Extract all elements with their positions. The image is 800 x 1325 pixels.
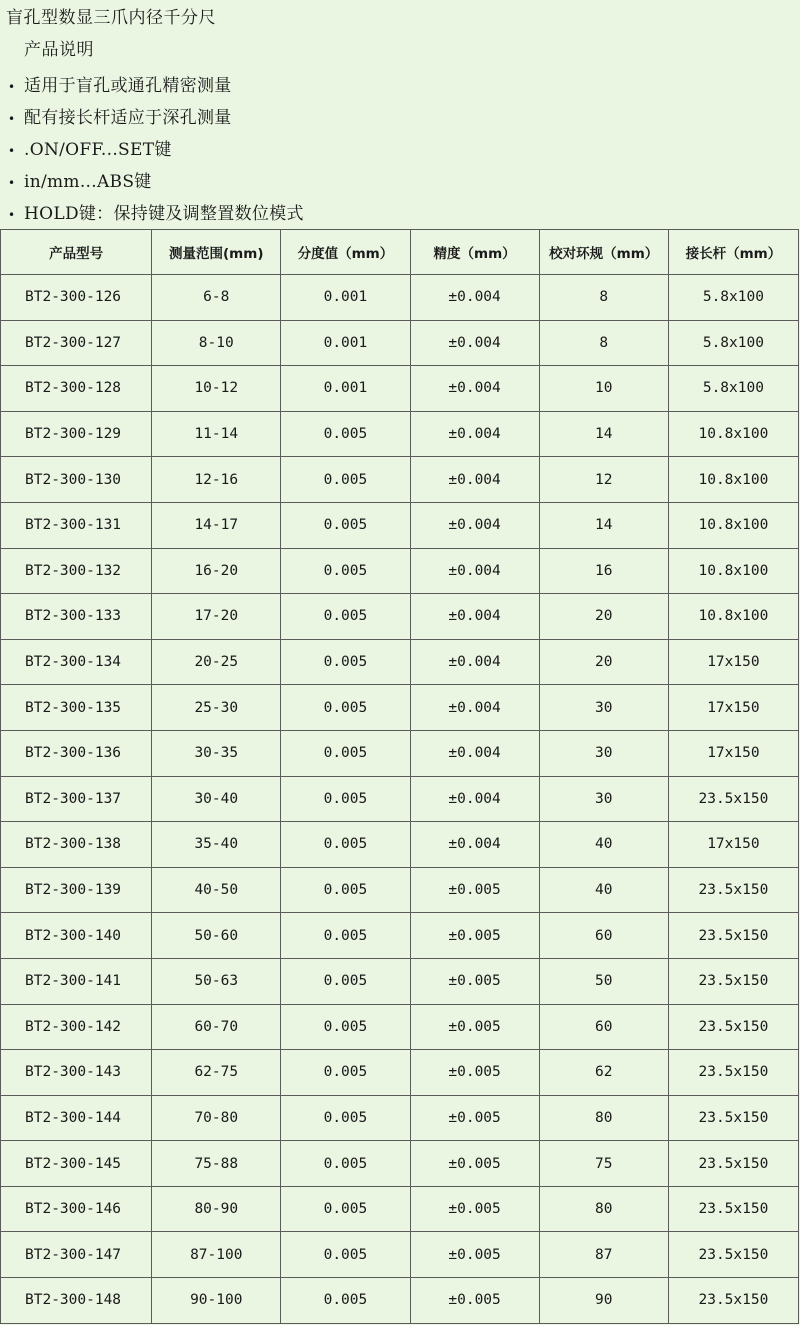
cell-accuracy: ±0.004 xyxy=(410,275,539,321)
header-range: 测量范围(mm) xyxy=(152,230,281,275)
cell-range: 12-16 xyxy=(152,457,281,503)
cell-extension-rod: 10.8x100 xyxy=(668,594,798,640)
cell-range: 6-8 xyxy=(152,275,281,321)
table-row xyxy=(1,275,799,321)
cell-extension-rod: 5.8x100 xyxy=(668,275,798,321)
table-row xyxy=(1,913,799,959)
cell-range: 30-35 xyxy=(152,730,281,776)
cell-resolution: 0.001 xyxy=(281,275,410,321)
cell-resolution: 0.005 xyxy=(281,457,410,503)
cell-extension-rod: 17x150 xyxy=(668,639,798,685)
cell-extension-rod: 17x150 xyxy=(668,822,798,868)
feature-item xyxy=(8,102,304,134)
cell-resolution: 0.005 xyxy=(281,1095,410,1141)
cell-resolution: 0.005 xyxy=(281,639,410,685)
cell-model: BT2-300-140 xyxy=(1,913,152,959)
cell-extension-rod: 10.8x100 xyxy=(668,411,798,457)
cell-range: 10-12 xyxy=(152,366,281,412)
cell-model: BT2-300-147 xyxy=(1,1232,152,1278)
cell-extension-rod: 23.5x150 xyxy=(668,867,798,913)
cell-resolution: 0.005 xyxy=(281,548,410,594)
table-row xyxy=(1,594,799,640)
cell-model: BT2-300-134 xyxy=(1,639,152,685)
header-resolution: 分度值（mm） xyxy=(281,230,410,275)
cell-extension-rod: 5.8x100 xyxy=(668,320,798,366)
table-row xyxy=(1,776,799,822)
cell-setting-ring: 8 xyxy=(539,275,668,321)
cell-range: 50-63 xyxy=(152,958,281,1004)
cell-model: BT2-300-138 xyxy=(1,822,152,868)
cell-setting-ring: 87 xyxy=(539,1232,668,1278)
table-row xyxy=(1,1095,799,1141)
cell-accuracy: ±0.004 xyxy=(410,776,539,822)
table-row xyxy=(1,685,799,731)
cell-model: BT2-300-128 xyxy=(1,366,152,412)
cell-model: BT2-300-145 xyxy=(1,1141,152,1187)
cell-resolution: 0.005 xyxy=(281,1232,410,1278)
cell-model: BT2-300-126 xyxy=(1,275,152,321)
cell-setting-ring: 40 xyxy=(539,822,668,868)
bullet-icon: • xyxy=(8,175,16,190)
table-row xyxy=(1,958,799,1004)
cell-model: BT2-300-135 xyxy=(1,685,152,731)
cell-setting-ring: 14 xyxy=(539,502,668,548)
cell-model: BT2-300-133 xyxy=(1,594,152,640)
cell-resolution: 0.005 xyxy=(281,1050,410,1096)
cell-accuracy: ±0.005 xyxy=(410,1095,539,1141)
cell-accuracy: ±0.005 xyxy=(410,958,539,1004)
cell-setting-ring: 60 xyxy=(539,1004,668,1050)
feature-item xyxy=(8,198,304,230)
cell-accuracy: ±0.004 xyxy=(410,822,539,868)
cell-range: 17-20 xyxy=(152,594,281,640)
header-setting-ring: 校对环规（mm） xyxy=(539,230,668,275)
cell-accuracy: ±0.004 xyxy=(410,366,539,412)
cell-setting-ring: 30 xyxy=(539,685,668,731)
cell-setting-ring: 80 xyxy=(539,1186,668,1232)
cell-extension-rod: 10.8x100 xyxy=(668,548,798,594)
cell-model: BT2-300-131 xyxy=(1,502,152,548)
cell-extension-rod: 23.5x150 xyxy=(668,958,798,1004)
cell-setting-ring: 8 xyxy=(539,320,668,366)
cell-resolution: 0.005 xyxy=(281,958,410,1004)
cell-resolution: 0.005 xyxy=(281,776,410,822)
cell-extension-rod: 23.5x150 xyxy=(668,1141,798,1187)
cell-range: 80-90 xyxy=(152,1186,281,1232)
cell-range: 11-14 xyxy=(152,411,281,457)
product-title: 盲孔型数显三爪内径千分尺 xyxy=(6,8,216,28)
header-accuracy: 精度（mm） xyxy=(410,230,539,275)
cell-range: 50-60 xyxy=(152,913,281,959)
cell-extension-rod: 17x150 xyxy=(668,730,798,776)
feature-text: HOLD键：保持键及调整置数位模式 xyxy=(24,204,304,224)
cell-accuracy: ±0.004 xyxy=(410,502,539,548)
feature-text: in/mm...ABS键 xyxy=(24,172,152,192)
cell-extension-rod: 23.5x150 xyxy=(668,1050,798,1096)
cell-model: BT2-300-141 xyxy=(1,958,152,1004)
cell-resolution: 0.001 xyxy=(281,320,410,366)
bullet-icon: • xyxy=(8,143,16,158)
cell-range: 14-17 xyxy=(152,502,281,548)
cell-accuracy: ±0.004 xyxy=(410,457,539,503)
table-row xyxy=(1,457,799,503)
header-extension-rod: 接长杆（mm） xyxy=(668,230,798,275)
table-row xyxy=(1,822,799,868)
cell-extension-rod: 23.5x150 xyxy=(668,1004,798,1050)
table-header-row xyxy=(1,230,799,275)
cell-model: BT2-300-142 xyxy=(1,1004,152,1050)
table-row xyxy=(1,1186,799,1232)
table-row xyxy=(1,548,799,594)
feature-text: .ON/OFF...SET键 xyxy=(24,140,172,160)
cell-extension-rod: 23.5x150 xyxy=(668,1278,798,1324)
cell-extension-rod: 23.5x150 xyxy=(668,1186,798,1232)
cell-setting-ring: 16 xyxy=(539,548,668,594)
cell-model: BT2-300-127 xyxy=(1,320,152,366)
cell-resolution: 0.005 xyxy=(281,411,410,457)
cell-extension-rod: 10.8x100 xyxy=(668,502,798,548)
cell-resolution: 0.005 xyxy=(281,502,410,548)
table-body xyxy=(1,275,799,1324)
cell-accuracy: ±0.004 xyxy=(410,594,539,640)
cell-resolution: 0.005 xyxy=(281,913,410,959)
cell-range: 16-20 xyxy=(152,548,281,594)
spec-table xyxy=(0,229,799,1324)
cell-setting-ring: 30 xyxy=(539,730,668,776)
cell-extension-rod: 17x150 xyxy=(668,685,798,731)
table-row xyxy=(1,1050,799,1096)
cell-range: 62-75 xyxy=(152,1050,281,1096)
feature-list xyxy=(8,70,304,230)
cell-setting-ring: 14 xyxy=(539,411,668,457)
cell-resolution: 0.005 xyxy=(281,685,410,731)
table-row xyxy=(1,1004,799,1050)
table-row xyxy=(1,320,799,366)
cell-model: BT2-300-136 xyxy=(1,730,152,776)
cell-accuracy: ±0.005 xyxy=(410,867,539,913)
cell-model: BT2-300-132 xyxy=(1,548,152,594)
table-row xyxy=(1,1141,799,1187)
cell-extension-rod: 10.8x100 xyxy=(668,457,798,503)
cell-accuracy: ±0.005 xyxy=(410,1050,539,1096)
cell-extension-rod: 23.5x150 xyxy=(668,1095,798,1141)
cell-range: 20-25 xyxy=(152,639,281,685)
cell-accuracy: ±0.005 xyxy=(410,1141,539,1187)
feature-item xyxy=(8,134,304,166)
cell-setting-ring: 75 xyxy=(539,1141,668,1187)
feature-text: 适用于盲孔或通孔精密测量 xyxy=(24,76,232,96)
feature-item xyxy=(8,70,304,102)
cell-setting-ring: 50 xyxy=(539,958,668,1004)
product-description-heading: 产品说明 xyxy=(24,40,94,60)
cell-resolution: 0.001 xyxy=(281,366,410,412)
cell-accuracy: ±0.005 xyxy=(410,1186,539,1232)
cell-resolution: 0.005 xyxy=(281,1186,410,1232)
cell-range: 90-100 xyxy=(152,1278,281,1324)
cell-range: 35-40 xyxy=(152,822,281,868)
cell-setting-ring: 60 xyxy=(539,913,668,959)
cell-setting-ring: 30 xyxy=(539,776,668,822)
cell-accuracy: ±0.004 xyxy=(410,685,539,731)
table-row xyxy=(1,502,799,548)
cell-model: BT2-300-130 xyxy=(1,457,152,503)
cell-extension-rod: 5.8x100 xyxy=(668,366,798,412)
table-row xyxy=(1,730,799,776)
cell-accuracy: ±0.004 xyxy=(410,548,539,594)
cell-model: BT2-300-144 xyxy=(1,1095,152,1141)
table-row xyxy=(1,1232,799,1278)
cell-model: BT2-300-148 xyxy=(1,1278,152,1324)
cell-setting-ring: 12 xyxy=(539,457,668,503)
cell-range: 60-70 xyxy=(152,1004,281,1050)
feature-item xyxy=(8,166,304,198)
cell-extension-rod: 23.5x150 xyxy=(668,913,798,959)
cell-resolution: 0.005 xyxy=(281,1141,410,1187)
cell-range: 8-10 xyxy=(152,320,281,366)
cell-extension-rod: 23.5x150 xyxy=(668,1232,798,1278)
cell-range: 30-40 xyxy=(152,776,281,822)
table-row xyxy=(1,411,799,457)
table-row xyxy=(1,1278,799,1324)
cell-model: BT2-300-146 xyxy=(1,1186,152,1232)
cell-resolution: 0.005 xyxy=(281,867,410,913)
cell-accuracy: ±0.005 xyxy=(410,1278,539,1324)
cell-setting-ring: 20 xyxy=(539,594,668,640)
cell-setting-ring: 10 xyxy=(539,366,668,412)
cell-range: 87-100 xyxy=(152,1232,281,1278)
cell-setting-ring: 20 xyxy=(539,639,668,685)
cell-resolution: 0.005 xyxy=(281,594,410,640)
cell-accuracy: ±0.004 xyxy=(410,730,539,776)
cell-setting-ring: 90 xyxy=(539,1278,668,1324)
bullet-icon: • xyxy=(8,207,16,222)
cell-setting-ring: 80 xyxy=(539,1095,668,1141)
header-model: 产品型号 xyxy=(1,230,152,275)
cell-resolution: 0.005 xyxy=(281,1004,410,1050)
feature-text: 配有接长杆适应于深孔测量 xyxy=(24,108,232,128)
cell-range: 40-50 xyxy=(152,867,281,913)
table-row xyxy=(1,867,799,913)
cell-resolution: 0.005 xyxy=(281,822,410,868)
cell-accuracy: ±0.004 xyxy=(410,320,539,366)
cell-accuracy: ±0.004 xyxy=(410,411,539,457)
cell-resolution: 0.005 xyxy=(281,730,410,776)
cell-model: BT2-300-139 xyxy=(1,867,152,913)
table-row xyxy=(1,366,799,412)
cell-accuracy: ±0.004 xyxy=(410,639,539,685)
cell-accuracy: ±0.005 xyxy=(410,913,539,959)
cell-range: 70-80 xyxy=(152,1095,281,1141)
cell-accuracy: ±0.005 xyxy=(410,1232,539,1278)
cell-extension-rod: 23.5x150 xyxy=(668,776,798,822)
cell-range: 75-88 xyxy=(152,1141,281,1187)
cell-range: 25-30 xyxy=(152,685,281,731)
product-intro xyxy=(0,0,800,226)
cell-setting-ring: 40 xyxy=(539,867,668,913)
cell-resolution: 0.005 xyxy=(281,1278,410,1324)
cell-model: BT2-300-137 xyxy=(1,776,152,822)
bullet-icon: • xyxy=(8,79,16,94)
cell-accuracy: ±0.005 xyxy=(410,1004,539,1050)
bullet-icon: • xyxy=(8,111,16,126)
cell-model: BT2-300-143 xyxy=(1,1050,152,1096)
cell-model: BT2-300-129 xyxy=(1,411,152,457)
table-row xyxy=(1,639,799,685)
cell-setting-ring: 62 xyxy=(539,1050,668,1096)
